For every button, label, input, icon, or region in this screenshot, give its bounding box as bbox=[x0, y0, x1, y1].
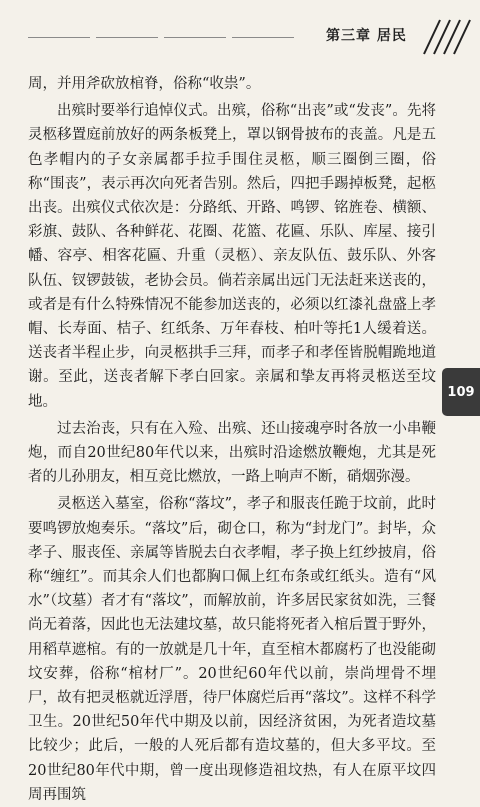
header-rule bbox=[96, 37, 158, 38]
header-rule bbox=[28, 37, 90, 38]
page-body bbox=[28, 72, 436, 807]
paragraph: 过去治丧，只有在入殓、出殡、还山接魂亭时各放一小串鞭炮，而自20世纪80年代以来，出殡时沿途燃放鞭炮，尤其是死者的儿孙朋友，相互竞比燃放，一路上响声不断，硝烟弥漫。 bbox=[28, 420, 436, 486]
paragraph: 灵柩送入墓室，俗称“落坟”，孝子和服丧任跪于坟前，此时要鸣锣放炮奏乐。“落坟”后，砌仓口，称为“封龙门”。封毕，众孝子、服丧侄、亲属等皆脱去白衣孝帽，孝子换上红纱披肩，俗称“缠红”。而其余人们也都胸口佩上红布条或红纸头。造有“风水”（坟墓）者才有“落坟”，而解放前，许多居民家贫如洗，三餐尚无着落，因此也无法建坟墓，故只能将死者入棺后置于野外，用稻草遮棺。有的一放就是几十年，直至棺木都腐朽了也没能砌坟安葬，俗称“棺材厂”。20世纪60年代以前，崇尚埋骨不埋尸，故有把灵柩就近浮厝，待尸体腐烂后再“落坟”。这样不科学卫生。20世纪50年代中期及以前，因经济贫困，为死者造坟墓比较少；此后，一般的人死后都有造坟墓的，但大多平坟。至20世纪80年代中期，曾一度出现修造祖坟热，有人在原平坟四周再围筑 bbox=[28, 496, 436, 803]
header-rule bbox=[232, 37, 294, 38]
page-header bbox=[0, 0, 480, 70]
page-number-tab bbox=[442, 368, 480, 416]
page-number: 109 bbox=[447, 384, 475, 400]
paragraph: 出殡时要举行追悼仪式。出殡，俗称“出丧”或“发丧”。先将灵柩移置庭前放好的两条板凳上，罩以钢骨披布的丧盖。凡是五色孝帽内的子女亲属都手拉手围住灵柩，顺三圈倒三圈，俗称“围丧”，表示再次向死者告别。然后，四把手踢掉板凳，起柩出丧。出殡仪式依次是：分路纸、开路、鸣锣、铭旌卷、横额、彩旗、鼓队、各种鲜花、花圈、花篮、花匾、乐队、库屋、接引幡、容亭、相客花匾、升重（灵柩）、亲友队伍、鼓乐队、外客队伍、钗锣鼓钹，老协会员。倘若亲属出远门无法赶来送丧的，或者是有什么特殊情况不能参加送丧的，必须以红漆礼盘盛上孝帽、长寿面、桔子、红纸条、万年春枝、柏叶等托1人缓着送。送丧者半程止步，向灵柩拱手三拜，而孝子和孝侄皆脱帽跪地道谢。至此，送丧者解下孝白回家。亲属和挚友再将灵柩送至坟地。 bbox=[28, 103, 436, 410]
slash-decoration-icon bbox=[410, 10, 480, 60]
chapter-title: 第三章 居民 bbox=[326, 28, 407, 44]
paragraph: 周，并用斧砍放棺脊，俗称“收祟”。 bbox=[28, 76, 261, 92]
header-rule bbox=[164, 37, 226, 38]
